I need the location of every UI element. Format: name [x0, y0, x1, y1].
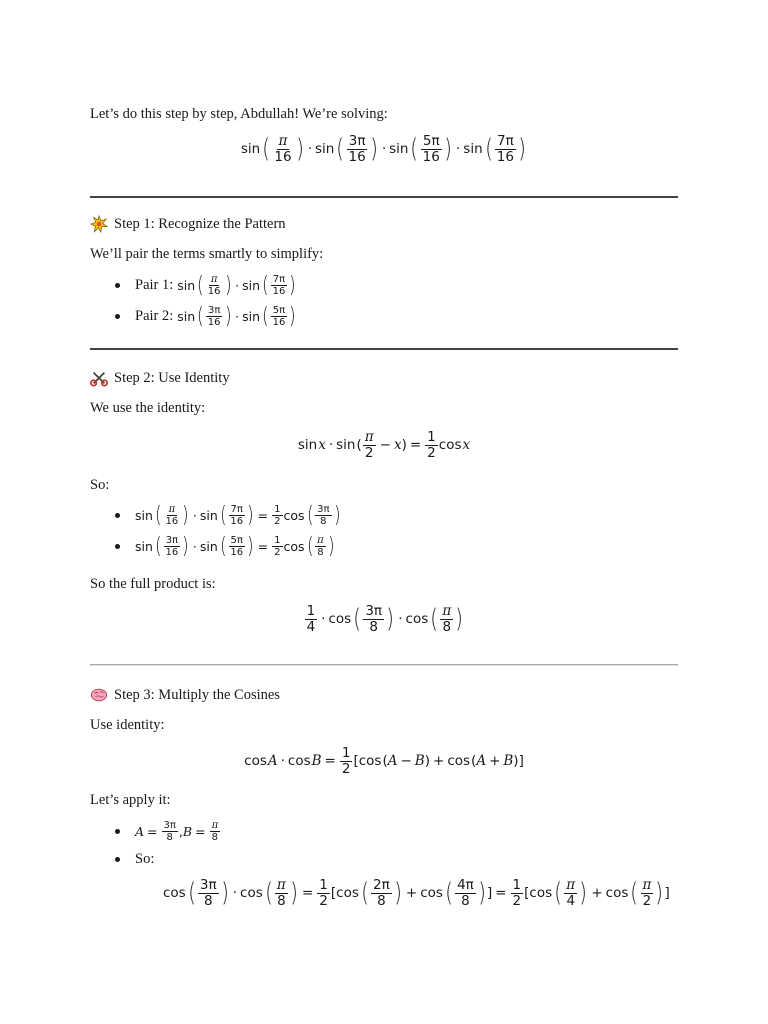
- step3-heading: [90, 686, 280, 704]
- divider: [90, 196, 678, 198]
- bullet: [115, 829, 120, 834]
- step2-heading: [90, 369, 230, 387]
- step2-full-product: So the full product is:: [90, 576, 216, 592]
- divider: [90, 664, 678, 666]
- full-product-equation: $\frac{1}{4}$ · cos ( $\frac{3\pi}{8}$ ) · cos ( $\frac{\pi}{8}$ ): [306, 603, 464, 635]
- identity-equation: sin x · sin ( $\frac{\pi}{2}$ − x ) = $\frac{1}{2}$ cos x: [297, 429, 471, 461]
- final-expansion-equation: cos ( $\frac{3\pi}{8}$ ) · cos ( $\frac{\pi}{8}$ ) = $\frac{1}{2}$ [ cos ( $\frac{2\pi}{8}$ ) + cos ( $\frac{4\pi}{8}$ ) ] = $\frac{1}{2}$ [ cos ( $\frac{\pi}{4}$ ) + cos ( $\frac{\pi}{2}$ ) ]: [163, 877, 670, 909]
- step2-text: We use the identity:: [90, 400, 206, 416]
- step3-apply: Let’s apply it:: [90, 792, 171, 808]
- bullet: [115, 544, 120, 549]
- list-item: sin ( $\frac{3\pi}{16}$ ) · sin ( $\frac{5\pi}{16}$ ) = $\frac{1}{2}$ cos ( $\frac{\pi}{8}$ ): [115, 535, 335, 558]
- sparkle-icon: [90, 215, 108, 233]
- step2-title: Step 2: Use Identity: [114, 369, 230, 386]
- bullet: [115, 314, 120, 319]
- bullet: [115, 283, 120, 288]
- step1-text: We’ll pair the terms smartly to simplify:: [90, 246, 324, 262]
- main-product-equation: sin ( $\frac{\pi}{16}$ ) · sin ( $\frac{3\pi}{16}$ ) · sin ( $\frac{5\pi}{16}$ ) · sin ( $\frac{7\pi}{16}$ ): [240, 133, 526, 165]
- step3-title: Step 3: Multiply the Cosines: [114, 686, 280, 703]
- scissors-icon: [90, 369, 108, 387]
- list-item: So:: [115, 851, 154, 868]
- bullet: [115, 513, 120, 518]
- list-item: Pair 1: sin ( $\frac{\pi}{16}$ ) · sin ( $\frac{7\pi}{16}$ ): [115, 274, 297, 297]
- divider: [90, 348, 678, 350]
- list-item: Pair 2: sin ( $\frac{3\pi}{16}$ ) · sin ( $\frac{5\pi}{16}$ ): [115, 305, 297, 328]
- step1-heading: [90, 215, 286, 233]
- list-item: sin ( $\frac{\pi}{16}$ ) · sin ( $\frac{7\pi}{16}$ ) = $\frac{1}{2}$ cos ( $\frac{3\pi}{8}$ ): [115, 504, 341, 527]
- step2-so: So:: [90, 477, 110, 493]
- brain-icon: [90, 686, 108, 704]
- list-item: A = $\frac{3\pi}{8}$ , B = $\frac{\pi}{8}$: [115, 820, 221, 843]
- step1-title: Step 1: Recognize the Pattern: [114, 215, 286, 232]
- bullet: [115, 857, 120, 862]
- product-to-sum-identity: cos A · cos B = $\frac{1}{2}$ [ cos ( A − B ) + cos ( A + B ) ]: [244, 745, 524, 777]
- intro-text: Let’s do this step by step, Abdullah! We’re solving:: [90, 106, 388, 122]
- step3-text: Use identity:: [90, 717, 165, 733]
